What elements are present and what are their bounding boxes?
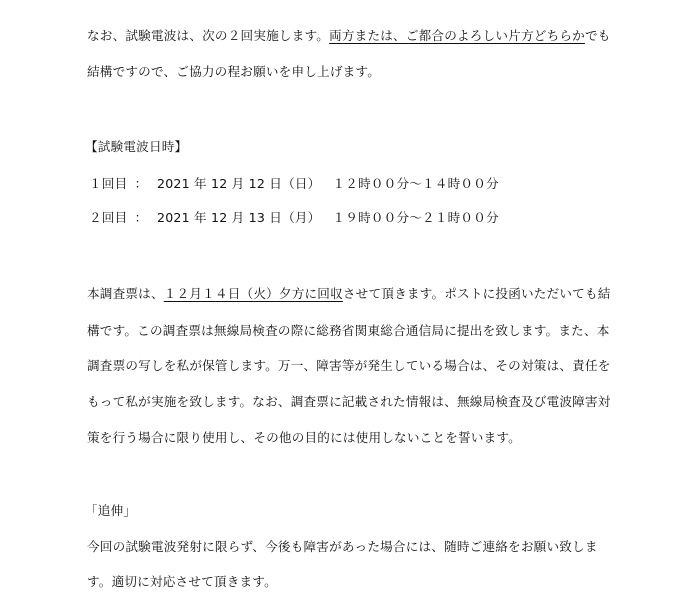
schedule-row-time: １２時００分～１４時００分	[332, 176, 499, 191]
schedule-row-label: ２回目	[89, 210, 128, 225]
postscript-line-1: 今回の試験電波発射に限らず、今後も障害があった場合には、随時ご連絡をお願い致しま	[87, 539, 598, 554]
intro-line-1-tail: でも	[584, 28, 611, 43]
survey-line-1	[87, 286, 611, 302]
intro-line-2: 結構ですので、ご協力の程お願いを申し上げます。	[87, 64, 380, 79]
schedule-row-label: １回目	[89, 176, 128, 191]
intro-line-1-text: なお、試験電波は、次の２回実施します。	[87, 28, 330, 43]
survey-line-1-tail: させて頂きます。ポストに投函いただいても結	[342, 286, 611, 301]
survey-line-5: 策を行う場合に限り使用し、その他の目的には使用しないことを誓います。	[87, 430, 521, 445]
schedule-row-1	[89, 176, 499, 192]
schedule-row-date: 2021 年 12 月 12 日（日）	[157, 176, 321, 191]
survey-underlined-text: １２月１４日（火）夕方に回収	[163, 286, 343, 301]
postscript-line-2: す。適切に対応させて頂きます。	[87, 574, 277, 589]
schedule-row-time: １９時００分～２１時００分	[332, 210, 499, 225]
schedule-row-date: 2021 年 12 月 13 日（月）	[157, 210, 321, 225]
intro-underlined-text: 両方または、ご都合のよろしい片方どちらか	[329, 28, 585, 43]
survey-line-3: 調査票の写しを私が保管します。万一、障害等が発生している場合は、その対策は、責任を	[87, 358, 611, 373]
schedule-row-colon: ：	[134, 176, 148, 191]
survey-line-1-text: 本調査票は、	[87, 286, 164, 301]
survey-line-4: もって私が実施を致します。なお、調査票に記載された情報は、無線局検査及び電波障害対	[87, 394, 611, 409]
schedule-heading: 【試験電波日時】	[85, 139, 188, 154]
schedule-row-colon: ：	[134, 210, 148, 225]
postscript-heading: 「追伸」	[85, 503, 137, 518]
survey-line-2: 構です。この調査票は無線局検査の際に総務省関東総合通信局に提出を致します。また、本	[87, 323, 610, 338]
intro-line-1	[87, 28, 611, 44]
schedule-row-2	[89, 210, 499, 226]
